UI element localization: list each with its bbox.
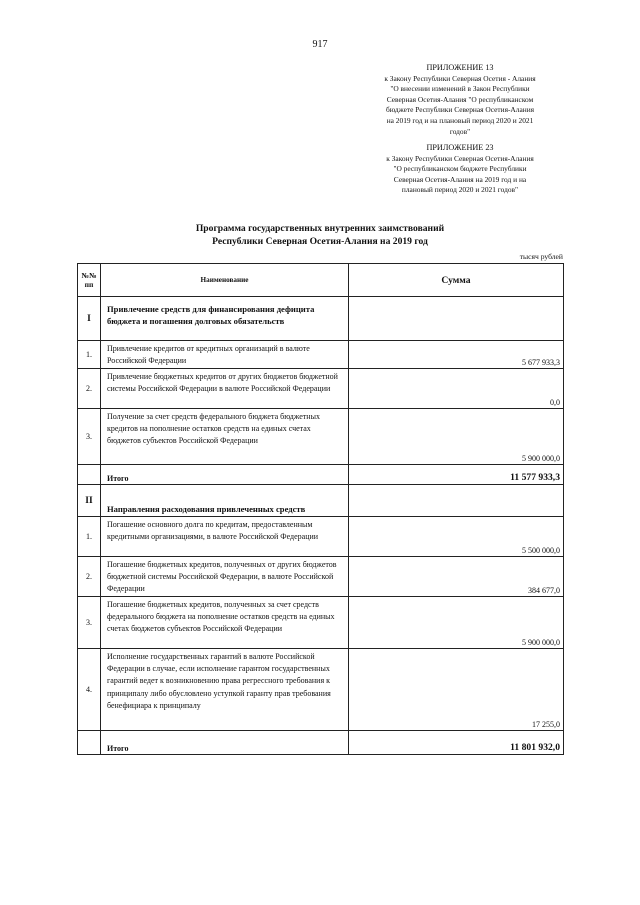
table-header-row xyxy=(78,264,564,297)
row-number: 3. xyxy=(78,597,101,649)
section-2-sum xyxy=(349,485,564,517)
appendix-23-line: Северная Осетия-Алания на 2019 год и на xyxy=(393,174,527,184)
borrowing-program-table xyxy=(77,263,564,755)
appendix-13-line: к Закону Республики Северная Осетия - Алания xyxy=(384,73,536,83)
document-title xyxy=(0,222,640,248)
row-name: Погашение бюджетных кредитов, полученных от других бюджетов бюджетной системы Российской Федерации, в валюте Российской Федерации xyxy=(101,557,349,597)
title-line-2: Республики Северная Осетия-Алания на 2019 год xyxy=(212,236,428,247)
page-number: 917 xyxy=(312,39,328,50)
appendix-13-block xyxy=(355,63,565,137)
row-sum: 0,0 xyxy=(349,369,564,409)
row-number: 1. xyxy=(78,517,101,557)
row-name: Получение за счет средств федерального бюджета бюджетных кредитов на пополнение остатков средств на единых счетах бюджетов субъектов Российской Федерации xyxy=(101,409,349,465)
row-sum: 5 677 933,3 xyxy=(349,341,564,369)
total-sum: 11 577 933,3 xyxy=(349,465,564,485)
appendix-23-line: к Закону Республики Северная Осетия-Алания xyxy=(386,153,534,163)
section-1-title: Привлечение средств для финансирования дефицита бюджета и погашения долговых обязательств xyxy=(101,297,349,341)
section-1-row xyxy=(78,297,564,341)
appendix-23-heading: ПРИЛОЖЕНИЕ 23 xyxy=(426,143,494,152)
appendix-13-line: годов" xyxy=(449,126,471,136)
table-row xyxy=(78,409,564,465)
row-sum: 5 500 000,0 xyxy=(349,517,564,557)
table-row xyxy=(78,517,564,557)
total-number-cell xyxy=(78,465,101,485)
table-row xyxy=(78,557,564,597)
header-name: Наименование xyxy=(101,264,349,297)
section-2-title: Направления расходования привлеченных средств xyxy=(101,485,349,517)
appendix-13-line: "О внесении изменений в Закон Республики xyxy=(390,84,530,94)
total-number-cell xyxy=(78,731,101,755)
units-label: тысяч рублей xyxy=(519,252,563,261)
row-number: 2. xyxy=(78,557,101,597)
row-name: Привлечение кредитов от кредитных организаций в валюте Российской Федерации xyxy=(101,341,349,369)
section-1-total-row xyxy=(78,465,564,485)
row-number: 4. xyxy=(78,649,101,731)
header-number: №№ пп xyxy=(78,264,101,297)
total-label: Итого xyxy=(101,465,349,485)
appendix-13-heading: ПРИЛОЖЕНИЕ 13 xyxy=(426,63,494,72)
row-number: 3. xyxy=(78,409,101,465)
appendix-13-line: Северная Осетия-Алания "О республиканском xyxy=(386,94,534,104)
row-sum: 384 677,0 xyxy=(349,557,564,597)
row-sum: 17 255,0 xyxy=(349,649,564,731)
appendix-23-block xyxy=(355,143,565,196)
header-sum: Сумма xyxy=(349,264,564,297)
row-number: 1. xyxy=(78,341,101,369)
section-1-sum xyxy=(349,297,564,341)
table-row xyxy=(78,341,564,369)
appendix-23-line: "О республиканском бюджете Республики xyxy=(393,164,527,174)
row-name: Погашение основного долга по кредитам, предоставленным кредитными организациями, в валюте Российской Федерации xyxy=(101,517,349,557)
row-name: Погашение бюджетных кредитов, полученных за счет средств федерального бюджета на пополнение остатков средств на единых счетах бюджетов субъектов Российской Федерации xyxy=(101,597,349,649)
title-line-1: Программа государственных внутренних заимствований xyxy=(195,223,445,234)
section-2-row xyxy=(78,485,564,517)
appendix-13-line: бюджете Республики Северная Осетия-Алания xyxy=(385,105,535,115)
table-row xyxy=(78,597,564,649)
section-2-total-row xyxy=(78,731,564,755)
row-sum: 5 900 000,0 xyxy=(349,597,564,649)
table-row xyxy=(78,649,564,731)
row-name: Исполнение государственных гарантий в валюте Российской Федерации в случае, если исполнение гарантом государственных гарантий ведет к возникновению права регрессного требования к принципалу либо обусловлено уступкой гаранту прав требования бенефициара к принципалу xyxy=(101,649,349,731)
section-1-number: I xyxy=(78,297,101,341)
table-row xyxy=(78,369,564,409)
section-2-number: II xyxy=(78,485,101,517)
appendix-13-line: на 2019 год и на плановый период 2020 и 2021 xyxy=(386,115,534,125)
total-label: Итого xyxy=(101,731,349,755)
total-sum: 11 801 932,0 xyxy=(349,731,564,755)
row-name: Привлечение бюджетных кредитов от других бюджетов бюджетной системы Российской Федерации в валюте Российской Федерации xyxy=(101,369,349,409)
appendix-23-line: плановый период 2020 и 2021 годов" xyxy=(401,185,519,195)
row-sum: 5 900 000,0 xyxy=(349,409,564,465)
row-number: 2. xyxy=(78,369,101,409)
